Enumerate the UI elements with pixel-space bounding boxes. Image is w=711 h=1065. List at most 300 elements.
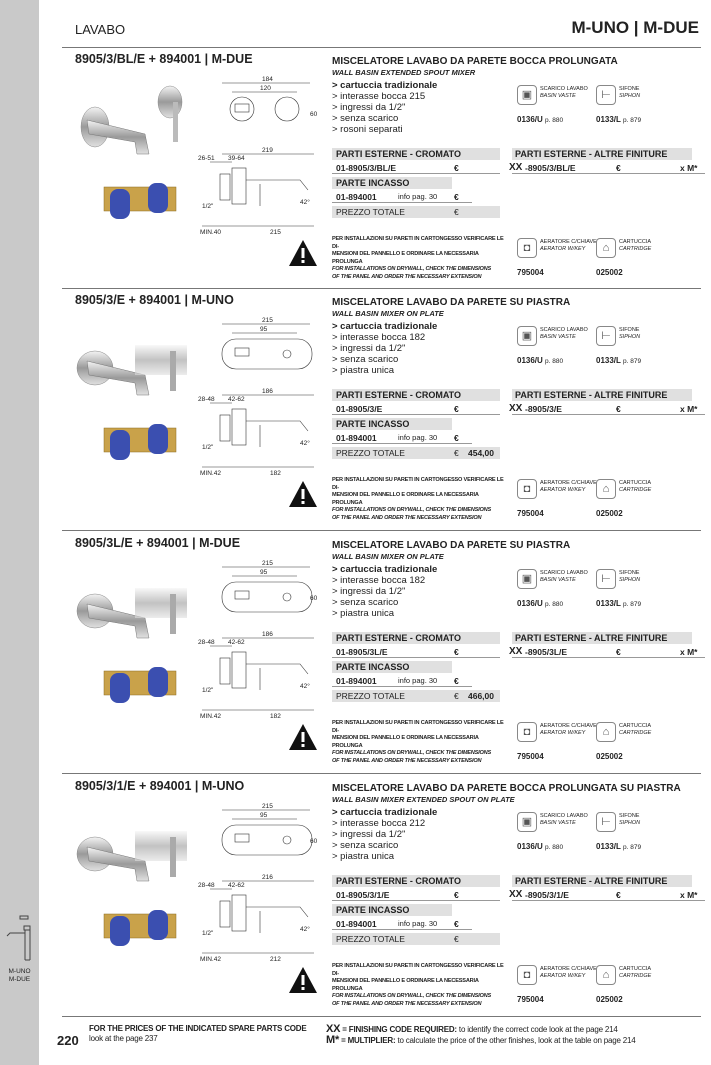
- euro-sign: €: [454, 934, 459, 944]
- feature-item: > cartuccia tradizionale: [332, 80, 438, 91]
- accessory-code: [517, 844, 563, 852]
- multiplier: x M*: [680, 163, 698, 173]
- feature-list: [332, 321, 437, 376]
- feature-item: > ingressi da 1/2": [332, 829, 406, 840]
- feature-item: > senza scarico: [332, 840, 399, 851]
- built-in-code: 01-894001: [336, 919, 377, 929]
- feature-item: > ingressi da 1/2": [332, 343, 406, 354]
- table-header: [332, 904, 452, 916]
- table-header: [332, 661, 452, 673]
- other-finishes-table: [509, 875, 707, 905]
- dim-depth-b: 42-62: [228, 639, 245, 646]
- other-code: -8905/3/E: [525, 404, 562, 414]
- euro-sign: €: [454, 163, 459, 173]
- accessory-code: [596, 270, 623, 278]
- basin-waste-icon: ▣: [517, 812, 537, 832]
- chrome-price-table: [332, 875, 502, 945]
- xx-text: to identify the correct code look at the page 214: [456, 1025, 618, 1034]
- accessory-label-en: BASIN VASTE: [540, 333, 576, 340]
- dim-length: 186: [262, 631, 273, 638]
- total-row: [332, 933, 500, 945]
- accessory-label-it: CARTUCCIA: [619, 966, 651, 972]
- chrome-price-table: [332, 148, 502, 218]
- drywall-warning: [332, 720, 510, 765]
- warning-line: PER INSTALLAZIONI SU PARETI IN CARTONGESSO VERIFICARE LE DI-: [332, 236, 504, 250]
- legend-note: [326, 1024, 704, 1046]
- dim-depth-a: 28-48: [198, 639, 215, 646]
- sidebar-label-muno: M-UNO: [8, 968, 31, 975]
- feature-item: > piastra unica: [332, 365, 395, 376]
- euro-sign: €: [616, 163, 621, 173]
- accessory-code: [517, 754, 544, 762]
- product-name-en: WALL BASIN MIXER EXTENDED SPOUT ON PLATE: [332, 795, 515, 804]
- product-section: [0, 293, 711, 533]
- accessory-label-en: BASIN VASTE: [540, 92, 576, 99]
- accessory-code: [596, 358, 641, 366]
- accessory-label-it: SIFONE: [619, 813, 640, 819]
- total-label: PREZZO TOTALE: [336, 691, 405, 701]
- warning-line: OF THE PANEL AND ORDER THE NECESSARY EXTENSION: [332, 1000, 482, 1007]
- dim-min: MIN.42: [200, 713, 221, 720]
- basin-waste-icon: ▣: [517, 326, 537, 346]
- feature-item: > interasse bocca 182: [332, 575, 426, 586]
- m-label: = MULTIPLIER:: [339, 1036, 396, 1045]
- feature-item: > cartuccia tradizionale: [332, 564, 438, 575]
- cartridge-icon: ⌂: [596, 965, 616, 985]
- dim-inlet: 1/2": [202, 930, 214, 937]
- cartridge-icon: ⌂: [596, 479, 616, 499]
- accessory-page-ref: p. 880: [545, 117, 564, 124]
- accessory-code-value: 0133/L: [596, 599, 621, 608]
- euro-sign: €: [454, 890, 459, 900]
- accessory-label-en: AERATOR W/KEY: [540, 972, 586, 979]
- table-row: [332, 918, 472, 930]
- accessory-label-en: SIPHON: [619, 92, 641, 99]
- total-row: [332, 690, 500, 702]
- warning-icon: [288, 480, 318, 508]
- warning-line: PER INSTALLAZIONI SU PARETI IN CARTONGESSO VERIFICARE LE DI-: [332, 720, 504, 734]
- table-header: [332, 389, 500, 401]
- built-in-body-photo: [100, 177, 180, 222]
- warning-icon: [288, 723, 318, 751]
- other-code: -8905/3/BL/E: [525, 163, 576, 173]
- dim-height: 60: [310, 838, 318, 845]
- accessory-label: [540, 723, 597, 736]
- info-ref: info pag. 30: [398, 676, 438, 685]
- other-code: -8905/3L/E: [525, 647, 568, 657]
- dim-depth-b: 42-62: [228, 882, 245, 889]
- feature-item: > interasse bocca 182: [332, 332, 426, 343]
- dim-centers: 95: [260, 569, 268, 576]
- xx-label: = FINISHING CODE REQUIRED:: [340, 1025, 457, 1034]
- header-ext-other: PARTI ESTERNE - ALTRE FINITURE: [515, 876, 668, 886]
- product-code-title: 8905/3/E + 894001 | M-UNO: [75, 293, 234, 307]
- dim-width: 215: [262, 560, 273, 567]
- header-built-in: PARTE INCASSO: [336, 662, 410, 672]
- euro-sign: €: [454, 647, 459, 657]
- warning-line: OF THE PANEL AND ORDER THE NECESSARY EXTENSION: [332, 273, 482, 280]
- accessory-label-en: AERATOR W/KEY: [540, 245, 586, 252]
- dim-height: 60: [310, 595, 318, 602]
- spare-parts-note: [89, 1024, 314, 1044]
- dim-inlet: 1/2": [202, 687, 214, 694]
- feature-list: [332, 564, 437, 619]
- header-built-in: PARTE INCASSO: [336, 178, 410, 188]
- dim-spout: 182: [270, 713, 281, 720]
- divider: [62, 47, 701, 48]
- table-row: [509, 162, 705, 174]
- header-ext-chrome: PARTI ESTERNE - CROMATO: [336, 390, 462, 400]
- header-built-in: PARTE INCASSO: [336, 905, 410, 915]
- product-name: MISCELATORE LAVABO DA PARETE BOCCA PROLUNGATA SU PIASTRA: [332, 783, 681, 794]
- product-photo: [75, 556, 193, 646]
- product-section: [0, 536, 711, 776]
- feature-list: [332, 807, 437, 862]
- built-in-body-photo: [100, 418, 180, 463]
- chrome-price-table: [332, 389, 502, 459]
- warning-line: MENSIONI DEL PANNELLO E ORDINARE LA NECESSARIA PROLUNGA: [332, 492, 479, 506]
- accessory-code-value: 0136/U: [517, 842, 543, 851]
- accessory-code-value: 0133/L: [596, 115, 621, 124]
- feature-item: > interasse bocca 215: [332, 91, 426, 102]
- table-row: [332, 162, 500, 174]
- siphon-icon: ⊢: [596, 812, 616, 832]
- warning-line: OF THE PANEL AND ORDER THE NECESSARY EXTENSION: [332, 514, 482, 521]
- table-header: [332, 418, 452, 430]
- dim-length: 186: [262, 388, 273, 395]
- technical-drawing: [192, 803, 322, 973]
- technical-drawing: [192, 76, 322, 246]
- accessory-code-value: 0133/L: [596, 842, 621, 851]
- table-header: [512, 632, 692, 644]
- dim-angle: 42°: [300, 683, 310, 690]
- chrome-code: 01-8905/3L/E: [336, 647, 388, 657]
- accessory-label: [619, 723, 651, 736]
- dim-min: MIN.42: [200, 470, 221, 477]
- header-built-in: PARTE INCASSO: [336, 419, 410, 429]
- total-price: 466,00: [468, 691, 494, 701]
- accessory-code: [596, 844, 641, 852]
- dim-spout: 215: [270, 229, 281, 236]
- table-header: [512, 389, 692, 401]
- drywall-warning: [332, 236, 510, 281]
- warning-line: PER INSTALLAZIONI SU PARETI IN CARTONGESSO VERIFICARE LE DI-: [332, 477, 504, 491]
- basin-waste-icon: ▣: [517, 85, 537, 105]
- feature-item: > cartuccia tradizionale: [332, 807, 438, 818]
- warning-line: FOR INSTALLATIONS ON DRYWALL, CHECK THE DIMENSIONS: [332, 507, 492, 513]
- euro-sign: €: [454, 207, 459, 217]
- accessory-label: [619, 86, 640, 99]
- other-finishes-table: [509, 148, 707, 178]
- accessory-label-it: AERATORE C/CHIAVE: [540, 239, 597, 245]
- table-header: [512, 875, 692, 887]
- euro-sign: €: [616, 647, 621, 657]
- table-row: [332, 191, 472, 203]
- accessory-code-value: 0133/L: [596, 356, 621, 365]
- total-price: 454,00: [468, 448, 494, 458]
- product-section: [0, 52, 711, 292]
- accessory-label-it: SIFONE: [619, 570, 640, 576]
- dim-width: 215: [262, 317, 273, 324]
- product-name-en: WALL BASIN EXTENDED SPOUT MIXER: [332, 68, 476, 77]
- dim-centers: 95: [260, 326, 268, 333]
- table-header: [332, 148, 500, 160]
- table-row: [332, 675, 472, 687]
- warning-line: FOR INSTALLATIONS ON DRYWALL, CHECK THE DIMENSIONS: [332, 750, 492, 756]
- feature-item: > interasse bocca 212: [332, 818, 426, 829]
- category-title: LAVABO: [75, 22, 126, 37]
- accessory-code: [517, 601, 563, 609]
- accessory-label-en: BASIN VASTE: [540, 576, 576, 583]
- warning-line: MENSIONI DEL PANNELLO E ORDINARE LA NECESSARIA PROLUNGA: [332, 978, 479, 992]
- accessory-label-en: CARTRIDGE: [619, 245, 652, 252]
- dim-spout: 182: [270, 470, 281, 477]
- accessory-page-ref: p. 879: [623, 117, 642, 124]
- basin-waste-icon: ▣: [517, 569, 537, 589]
- dim-depth-b: 39-64: [228, 155, 245, 162]
- dim-length: 219: [262, 147, 273, 154]
- accessory-label-en: AERATOR W/KEY: [540, 729, 586, 736]
- product-code-title: 8905/3/BL/E + 894001 | M-DUE: [75, 52, 253, 66]
- dim-depth-b: 42-62: [228, 396, 245, 403]
- product-code-title: 8905/3L/E + 894001 | M-DUE: [75, 536, 241, 550]
- accessory-label: [540, 570, 588, 583]
- accessory-code: [517, 997, 544, 1005]
- dim-spout: 212: [270, 956, 281, 963]
- accessory-label-it: CARTUCCIA: [619, 723, 651, 729]
- m-key: M*: [326, 1034, 340, 1046]
- feature-item: > ingressi da 1/2": [332, 102, 406, 113]
- total-row: [332, 206, 500, 218]
- header-ext-chrome: PARTI ESTERNE - CROMATO: [336, 149, 462, 159]
- dim-length: 216: [262, 874, 273, 881]
- dim-depth-a: 28-48: [198, 396, 215, 403]
- accessory-label: [540, 239, 597, 252]
- dim-min: MIN.40: [200, 229, 221, 236]
- finish-code-placeholder: XX: [509, 889, 523, 900]
- info-ref: info pag. 30: [398, 919, 438, 928]
- table-row: [332, 646, 500, 658]
- built-in-body-photo: [100, 661, 180, 706]
- dim-depth-a: 28-48: [198, 882, 215, 889]
- dim-angle: 42°: [300, 440, 310, 447]
- accessory-label-it: SCARICO LAVABO: [540, 86, 588, 92]
- total-row: [332, 447, 500, 459]
- euro-sign: €: [454, 404, 459, 414]
- product-photo: [75, 799, 193, 889]
- dim-height: 60: [310, 111, 318, 118]
- accessory-label-en: SIPHON: [619, 576, 641, 583]
- technical-drawing: [192, 560, 322, 730]
- accessory-code-value: 025002: [596, 268, 623, 277]
- feature-item: > senza scarico: [332, 354, 399, 365]
- accessory-label-en: CARTRIDGE: [619, 729, 652, 736]
- drywall-warning: [332, 963, 510, 1008]
- accessory-label-en: CARTRIDGE: [619, 972, 652, 979]
- euro-sign: €: [454, 691, 459, 701]
- accessory-code: [596, 117, 641, 125]
- accessory-label-it: SCARICO LAVABO: [540, 327, 588, 333]
- dim-min: MIN.42: [200, 956, 221, 963]
- table-header: [332, 177, 452, 189]
- accessory-code-value: 795004: [517, 752, 544, 761]
- table-row: [509, 889, 705, 901]
- table-row: [332, 403, 500, 415]
- chrome-code: 01-8905/3/E: [336, 404, 383, 414]
- info-ref: info pag. 30: [398, 433, 438, 442]
- table-row: [332, 432, 472, 444]
- euro-sign: €: [616, 404, 621, 414]
- accessory-label: [540, 86, 588, 99]
- other-finishes-table: [509, 632, 707, 662]
- accessory-code: [596, 754, 623, 762]
- total-label: PREZZO TOTALE: [336, 207, 405, 217]
- siphon-icon: ⊢: [596, 85, 616, 105]
- dim-centers: 120: [260, 85, 271, 92]
- accessory-label-en: SIPHON: [619, 819, 641, 826]
- chrome-code: 01-8905/3/1/E: [336, 890, 390, 900]
- accessory-label-en: CARTRIDGE: [619, 486, 652, 493]
- cartridge-icon: ⌂: [596, 722, 616, 742]
- built-in-code: 01-894001: [336, 433, 377, 443]
- warning-icon: [288, 239, 318, 267]
- dim-angle: 42°: [300, 199, 310, 206]
- aerator-icon: ◘: [517, 965, 537, 985]
- siphon-icon: ⊢: [596, 569, 616, 589]
- accessory-page-ref: p. 880: [545, 601, 564, 608]
- multiplier: x M*: [680, 890, 698, 900]
- accessory-code-value: 025002: [596, 509, 623, 518]
- warning-line: FOR INSTALLATIONS ON DRYWALL, CHECK THE DIMENSIONS: [332, 993, 492, 999]
- page-number: 220: [57, 1033, 79, 1048]
- feature-item: > rosoni separati: [332, 124, 403, 135]
- dim-angle: 42°: [300, 926, 310, 933]
- header-ext-chrome: PARTI ESTERNE - CROMATO: [336, 633, 462, 643]
- product-name-en: WALL BASIN MIXER ON PLATE: [332, 309, 444, 318]
- other-code: -8905/3/1/E: [525, 890, 569, 900]
- accessory-code-value: 0136/U: [517, 356, 543, 365]
- finish-code-placeholder: XX: [509, 403, 523, 414]
- accessory-code-value: 025002: [596, 752, 623, 761]
- finish-code-placeholder: XX: [509, 162, 523, 173]
- siphon-icon: ⊢: [596, 326, 616, 346]
- built-in-code: 01-894001: [336, 192, 377, 202]
- dim-inlet: 1/2": [202, 444, 214, 451]
- accessory-label-en: BASIN VASTE: [540, 819, 576, 826]
- feature-item: > cartuccia tradizionale: [332, 321, 438, 332]
- accessory-label-it: SIFONE: [619, 327, 640, 333]
- table-row: [509, 646, 705, 658]
- multiplier: x M*: [680, 404, 698, 414]
- spare-note-line1: FOR THE PRICES OF THE INDICATED SPARE PARTS CODE: [89, 1024, 307, 1033]
- table-header: [512, 148, 692, 160]
- aerator-icon: ◘: [517, 479, 537, 499]
- accessory-label-en: AERATOR W/KEY: [540, 486, 586, 493]
- product-photo: [75, 72, 193, 162]
- feature-item: > piastra unica: [332, 851, 395, 862]
- accessory-label-en: SIPHON: [619, 333, 641, 340]
- accessory-label: [619, 239, 651, 252]
- accessory-label-it: SCARICO LAVABO: [540, 570, 588, 576]
- feature-list: [332, 80, 437, 135]
- accessory-code-value: 0136/U: [517, 115, 543, 124]
- feature-item: > ingressi da 1/2": [332, 586, 406, 597]
- table-header: [332, 875, 500, 887]
- accessory-page-ref: p. 879: [623, 844, 642, 851]
- accessory-code-value: 795004: [517, 995, 544, 1004]
- chrome-price-table: [332, 632, 502, 702]
- accessory-code-value: 795004: [517, 509, 544, 518]
- accessory-label: [540, 327, 588, 340]
- accessory-label-it: SIFONE: [619, 86, 640, 92]
- accessory-label: [619, 480, 651, 493]
- accessory-label: [540, 480, 597, 493]
- accessory-code-value: 0136/U: [517, 599, 543, 608]
- feature-item: > piastra unica: [332, 608, 395, 619]
- accessory-code-value: 795004: [517, 268, 544, 277]
- product-name: MISCELATORE LAVABO DA PARETE SU PIASTRA: [332, 540, 571, 551]
- header-ext-other: PARTI ESTERNE - ALTRE FINITURE: [515, 633, 668, 643]
- warning-line: MENSIONI DEL PANNELLO E ORDINARE LA NECESSARIA PROLUNGA: [332, 251, 479, 265]
- accessory-page-ref: p. 880: [545, 844, 564, 851]
- finish-code-placeholder: XX: [509, 646, 523, 657]
- accessory-label-it: CARTUCCIA: [619, 239, 651, 245]
- product-code-title: 8905/3/1/E + 894001 | M-UNO: [75, 779, 245, 793]
- multiplier: x M*: [680, 647, 698, 657]
- accessory-code-value: 025002: [596, 995, 623, 1004]
- dim-centers: 95: [260, 812, 268, 819]
- drywall-warning: [332, 477, 510, 522]
- dim-width: 215: [262, 803, 273, 810]
- aerator-icon: ◘: [517, 722, 537, 742]
- series-title: M-UNO | M-DUE: [571, 18, 699, 37]
- table-row: [332, 889, 500, 901]
- accessory-label: [619, 966, 651, 979]
- built-in-body-photo: [100, 904, 180, 949]
- other-finishes-table: [509, 389, 707, 419]
- product-photo: [75, 313, 193, 403]
- accessory-page-ref: p. 879: [623, 358, 642, 365]
- product-name: MISCELATORE LAVABO DA PARETE SU PIASTRA: [332, 297, 571, 308]
- spare-note-line2: look at the page 237: [89, 1034, 158, 1043]
- accessory-label: [619, 813, 640, 826]
- dim-width: 184: [262, 76, 273, 83]
- header-ext-other: PARTI ESTERNE - ALTRE FINITURE: [515, 149, 668, 159]
- accessory-label-it: AERATORE C/CHIAVE: [540, 480, 597, 486]
- accessory-page-ref: p. 879: [623, 601, 642, 608]
- product-name: MISCELATORE LAVABO DA PARETE BOCCA PROLUNGATA: [332, 56, 618, 67]
- accessory-label-it: AERATORE C/CHIAVE: [540, 723, 597, 729]
- warning-line: MENSIONI DEL PANNELLO E ORDINARE LA NECESSARIA PROLUNGA: [332, 735, 479, 749]
- accessory-label: [619, 570, 640, 583]
- built-in-code: 01-894001: [336, 676, 377, 686]
- euro-sign: €: [454, 919, 459, 929]
- warning-line: OF THE PANEL AND ORDER THE NECESSARY EXTENSION: [332, 757, 482, 764]
- header-ext-chrome: PARTI ESTERNE - CROMATO: [336, 876, 462, 886]
- euro-sign: €: [454, 433, 459, 443]
- accessory-code: [596, 511, 623, 519]
- info-ref: info pag. 30: [398, 192, 438, 201]
- product-name-en: WALL BASIN MIXER ON PLATE: [332, 552, 444, 561]
- accessory-label: [619, 327, 640, 340]
- table-row: [509, 403, 705, 415]
- aerator-icon: ◘: [517, 238, 537, 258]
- technical-drawing: [192, 317, 322, 487]
- chrome-code: 01-8905/3/BL/E: [336, 163, 397, 173]
- feature-item: > senza scarico: [332, 113, 399, 124]
- euro-sign: €: [454, 676, 459, 686]
- accessory-code: [517, 270, 544, 278]
